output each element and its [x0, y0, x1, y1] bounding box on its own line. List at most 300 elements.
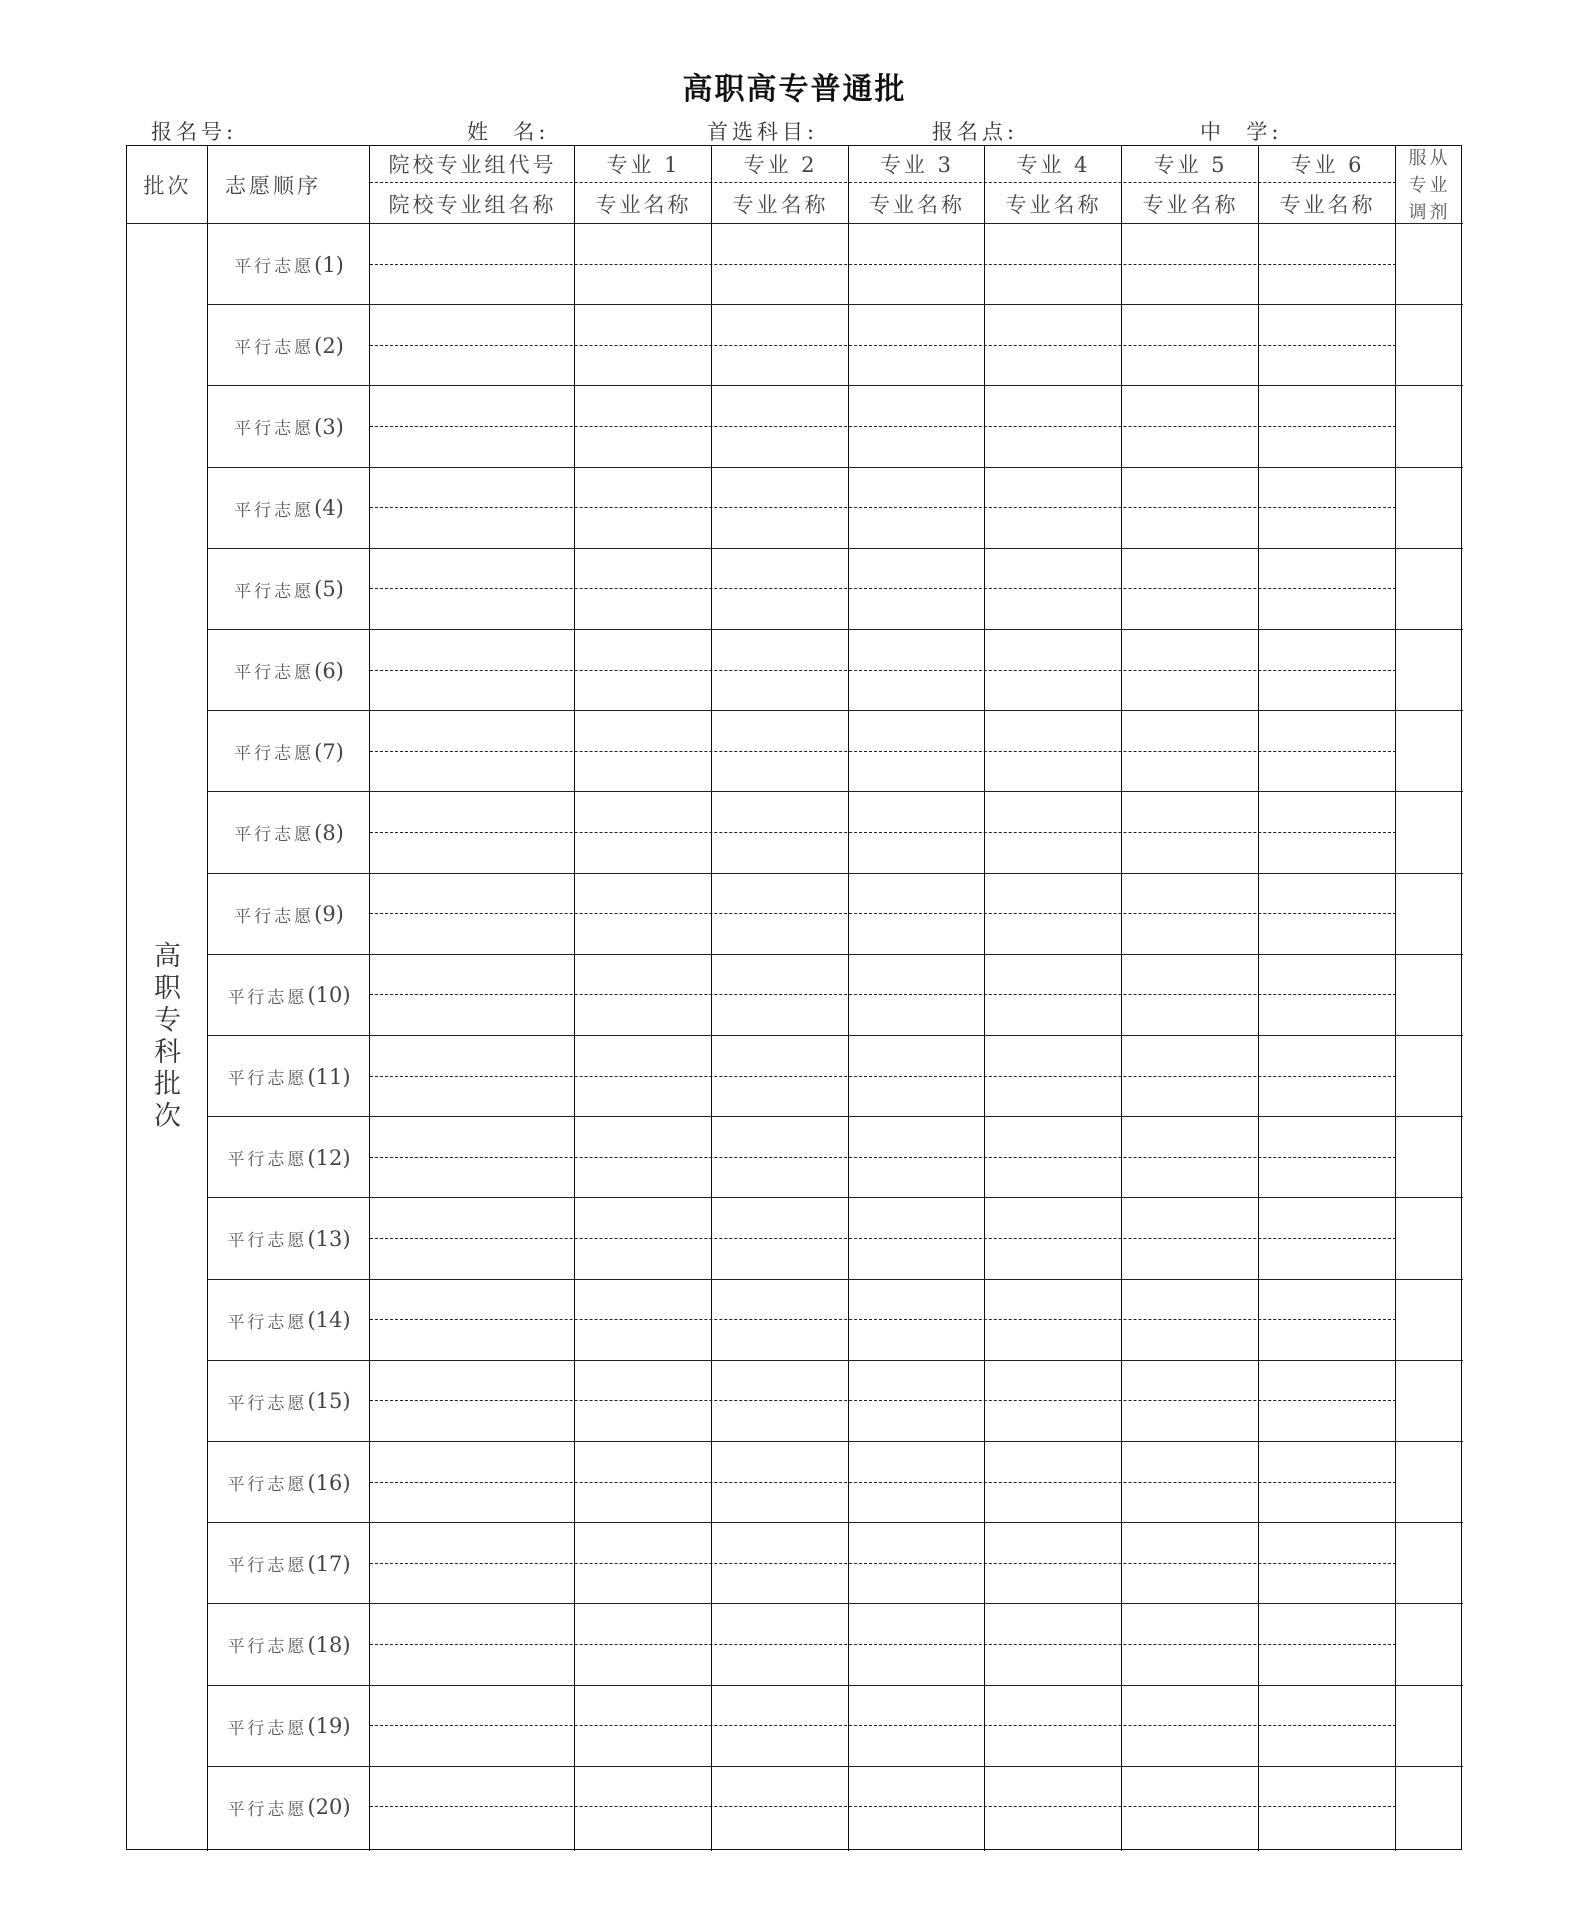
major-code-field[interactable] — [575, 1604, 712, 1645]
group-name-field[interactable] — [370, 1401, 575, 1442]
major-name-field[interactable] — [985, 1645, 1122, 1686]
group-name-field[interactable] — [370, 833, 575, 874]
major-code-field[interactable] — [712, 1036, 849, 1077]
major-name-field[interactable] — [849, 265, 985, 306]
major-code-field[interactable] — [1122, 1361, 1259, 1402]
major-code-field[interactable] — [849, 1523, 985, 1564]
major-name-field[interactable] — [575, 346, 712, 387]
group-code-field[interactable] — [370, 1036, 575, 1077]
major-name-field[interactable] — [1259, 995, 1396, 1036]
group-code-field[interactable] — [370, 1117, 575, 1158]
group-code-field[interactable] — [370, 549, 575, 590]
major-code-field[interactable] — [575, 386, 712, 427]
major-name-field[interactable] — [849, 1239, 985, 1280]
major-name-field[interactable] — [712, 1564, 849, 1605]
major-name-field[interactable] — [1259, 1158, 1396, 1199]
major-name-field[interactable] — [1122, 508, 1259, 549]
major-code-field[interactable] — [985, 711, 1122, 752]
major-name-field[interactable] — [1259, 1320, 1396, 1361]
major-name-field[interactable] — [575, 265, 712, 306]
major-code-field[interactable] — [849, 1361, 985, 1402]
major-name-field[interactable] — [712, 752, 849, 793]
major-name-field[interactable] — [575, 1320, 712, 1361]
major-code-field[interactable] — [1259, 1361, 1396, 1402]
major-code-field[interactable] — [1122, 1767, 1259, 1808]
major-name-field[interactable] — [849, 589, 985, 630]
major-code-field[interactable] — [575, 1767, 712, 1808]
major-name-field[interactable] — [575, 1077, 712, 1118]
major-code-field[interactable] — [985, 468, 1122, 509]
accept-adjustment-field[interactable] — [1396, 1117, 1463, 1198]
major-name-field[interactable] — [1122, 1645, 1259, 1686]
group-code-field[interactable] — [370, 1442, 575, 1483]
major-name-field[interactable] — [712, 1239, 849, 1280]
group-name-field[interactable] — [370, 995, 575, 1036]
major-code-field[interactable] — [1259, 1523, 1396, 1564]
group-name-field[interactable] — [370, 752, 575, 793]
major-code-field[interactable] — [1122, 386, 1259, 427]
group-code-field[interactable] — [370, 1361, 575, 1402]
major-name-field[interactable] — [1122, 1483, 1259, 1524]
major-code-field[interactable] — [985, 224, 1122, 265]
major-code-field[interactable] — [575, 1117, 712, 1158]
group-code-field[interactable] — [370, 1198, 575, 1239]
major-code-field[interactable] — [985, 1523, 1122, 1564]
major-code-field[interactable] — [1122, 1442, 1259, 1483]
major-code-field[interactable] — [575, 792, 712, 833]
major-name-field[interactable] — [1259, 1077, 1396, 1118]
major-name-field[interactable] — [575, 995, 712, 1036]
major-name-field[interactable] — [1122, 1239, 1259, 1280]
major-code-field[interactable] — [849, 549, 985, 590]
major-name-field[interactable] — [712, 1483, 849, 1524]
accept-adjustment-field[interactable] — [1396, 1442, 1463, 1523]
major-name-field[interactable] — [1259, 427, 1396, 468]
major-name-field[interactable] — [985, 995, 1122, 1036]
group-name-field[interactable] — [370, 1483, 575, 1524]
group-name-field[interactable] — [370, 1077, 575, 1118]
major-code-field[interactable] — [985, 1442, 1122, 1483]
major-name-field[interactable] — [985, 1726, 1122, 1767]
major-name-field[interactable] — [1259, 914, 1396, 955]
accept-adjustment-field[interactable] — [1396, 1280, 1463, 1361]
group-code-field[interactable] — [370, 792, 575, 833]
major-name-field[interactable] — [849, 1564, 985, 1605]
major-code-field[interactable] — [1259, 1280, 1396, 1321]
group-code-field[interactable] — [370, 955, 575, 996]
major-name-field[interactable] — [849, 914, 985, 955]
major-name-field[interactable] — [849, 1158, 985, 1199]
group-code-field[interactable] — [370, 874, 575, 915]
major-name-field[interactable] — [575, 1807, 712, 1848]
accept-adjustment-field[interactable] — [1396, 1036, 1463, 1117]
major-name-field[interactable] — [1122, 1807, 1259, 1848]
group-name-field[interactable] — [370, 1726, 575, 1767]
group-code-field[interactable] — [370, 305, 575, 346]
major-name-field[interactable] — [712, 833, 849, 874]
major-code-field[interactable] — [985, 1198, 1122, 1239]
group-name-field[interactable] — [370, 1239, 575, 1280]
major-code-field[interactable] — [712, 1117, 849, 1158]
major-code-field[interactable] — [849, 955, 985, 996]
major-name-field[interactable] — [1259, 833, 1396, 874]
major-name-field[interactable] — [712, 1077, 849, 1118]
major-name-field[interactable] — [849, 671, 985, 712]
major-name-field[interactable] — [985, 427, 1122, 468]
major-code-field[interactable] — [1259, 792, 1396, 833]
major-code-field[interactable] — [575, 1442, 712, 1483]
major-name-field[interactable] — [985, 752, 1122, 793]
major-name-field[interactable] — [1122, 589, 1259, 630]
major-name-field[interactable] — [985, 914, 1122, 955]
major-code-field[interactable] — [849, 1198, 985, 1239]
major-name-field[interactable] — [712, 1726, 849, 1767]
group-code-field[interactable] — [370, 1686, 575, 1727]
major-code-field[interactable] — [712, 955, 849, 996]
accept-adjustment-field[interactable] — [1396, 1604, 1463, 1685]
major-name-field[interactable] — [575, 752, 712, 793]
major-name-field[interactable] — [1122, 995, 1259, 1036]
major-code-field[interactable] — [849, 224, 985, 265]
major-name-field[interactable] — [575, 671, 712, 712]
major-code-field[interactable] — [1259, 305, 1396, 346]
major-name-field[interactable] — [575, 1158, 712, 1199]
major-code-field[interactable] — [1122, 955, 1259, 996]
major-code-field[interactable] — [985, 1117, 1122, 1158]
major-name-field[interactable] — [712, 995, 849, 1036]
major-name-field[interactable] — [712, 671, 849, 712]
major-name-field[interactable] — [1259, 671, 1396, 712]
major-code-field[interactable] — [1259, 468, 1396, 509]
major-code-field[interactable] — [849, 711, 985, 752]
major-code-field[interactable] — [985, 549, 1122, 590]
major-name-field[interactable] — [1122, 914, 1259, 955]
major-name-field[interactable] — [712, 1807, 849, 1848]
major-code-field[interactable] — [1259, 549, 1396, 590]
major-name-field[interactable] — [849, 508, 985, 549]
major-name-field[interactable] — [849, 427, 985, 468]
major-name-field[interactable] — [1259, 346, 1396, 387]
major-code-field[interactable] — [849, 1442, 985, 1483]
major-code-field[interactable] — [849, 1686, 985, 1727]
major-name-field[interactable] — [849, 1077, 985, 1118]
major-name-field[interactable] — [985, 1239, 1122, 1280]
major-code-field[interactable] — [985, 955, 1122, 996]
major-name-field[interactable] — [1122, 752, 1259, 793]
group-code-field[interactable] — [370, 1523, 575, 1564]
major-code-field[interactable] — [575, 1523, 712, 1564]
major-code-field[interactable] — [1259, 1604, 1396, 1645]
accept-adjustment-field[interactable] — [1396, 1361, 1463, 1442]
major-name-field[interactable] — [1122, 1401, 1259, 1442]
major-code-field[interactable] — [712, 1523, 849, 1564]
major-name-field[interactable] — [849, 995, 985, 1036]
group-name-field[interactable] — [370, 427, 575, 468]
accept-adjustment-field[interactable] — [1396, 630, 1463, 711]
major-name-field[interactable] — [985, 1401, 1122, 1442]
major-code-field[interactable] — [849, 1036, 985, 1077]
accept-adjustment-field[interactable] — [1396, 1767, 1463, 1848]
major-name-field[interactable] — [1259, 752, 1396, 793]
major-code-field[interactable] — [1122, 1280, 1259, 1321]
major-name-field[interactable] — [712, 1320, 849, 1361]
major-name-field[interactable] — [1259, 1239, 1396, 1280]
major-name-field[interactable] — [712, 914, 849, 955]
major-name-field[interactable] — [712, 589, 849, 630]
accept-adjustment-field[interactable] — [1396, 1523, 1463, 1604]
major-code-field[interactable] — [1122, 1198, 1259, 1239]
major-name-field[interactable] — [575, 833, 712, 874]
major-name-field[interactable] — [985, 1077, 1122, 1118]
group-code-field[interactable] — [370, 630, 575, 671]
major-name-field[interactable] — [985, 265, 1122, 306]
major-code-field[interactable] — [1122, 224, 1259, 265]
major-code-field[interactable] — [1122, 711, 1259, 752]
major-name-field[interactable] — [985, 833, 1122, 874]
major-code-field[interactable] — [575, 468, 712, 509]
accept-adjustment-field[interactable] — [1396, 955, 1463, 1036]
major-code-field[interactable] — [1122, 792, 1259, 833]
major-name-field[interactable] — [1259, 589, 1396, 630]
major-name-field[interactable] — [1259, 265, 1396, 306]
major-code-field[interactable] — [985, 1767, 1122, 1808]
major-name-field[interactable] — [712, 1401, 849, 1442]
group-code-field[interactable] — [370, 224, 575, 265]
major-name-field[interactable] — [1122, 833, 1259, 874]
group-name-field[interactable] — [370, 346, 575, 387]
major-name-field[interactable] — [1259, 1483, 1396, 1524]
major-code-field[interactable] — [712, 1198, 849, 1239]
major-code-field[interactable] — [712, 468, 849, 509]
major-code-field[interactable] — [1122, 630, 1259, 671]
major-code-field[interactable] — [849, 1117, 985, 1158]
group-code-field[interactable] — [370, 1604, 575, 1645]
major-name-field[interactable] — [575, 1483, 712, 1524]
accept-adjustment-field[interactable] — [1396, 386, 1463, 467]
major-name-field[interactable] — [712, 1645, 849, 1686]
major-code-field[interactable] — [849, 1767, 985, 1808]
major-name-field[interactable] — [712, 1158, 849, 1199]
accept-adjustment-field[interactable] — [1396, 224, 1463, 305]
major-name-field[interactable] — [575, 1645, 712, 1686]
major-name-field[interactable] — [575, 427, 712, 468]
major-name-field[interactable] — [1259, 1726, 1396, 1767]
major-name-field[interactable] — [849, 1645, 985, 1686]
major-name-field[interactable] — [1259, 1401, 1396, 1442]
major-code-field[interactable] — [712, 549, 849, 590]
major-name-field[interactable] — [712, 346, 849, 387]
major-code-field[interactable] — [712, 792, 849, 833]
group-name-field[interactable] — [370, 1320, 575, 1361]
major-name-field[interactable] — [849, 1726, 985, 1767]
group-name-field[interactable] — [370, 914, 575, 955]
major-name-field[interactable] — [1122, 346, 1259, 387]
major-code-field[interactable] — [712, 305, 849, 346]
major-code-field[interactable] — [985, 1686, 1122, 1727]
major-name-field[interactable] — [1122, 1564, 1259, 1605]
major-code-field[interactable] — [849, 468, 985, 509]
accept-adjustment-field[interactable] — [1396, 549, 1463, 630]
major-code-field[interactable] — [712, 1604, 849, 1645]
major-name-field[interactable] — [985, 508, 1122, 549]
major-name-field[interactable] — [985, 1564, 1122, 1605]
major-code-field[interactable] — [575, 630, 712, 671]
group-code-field[interactable] — [370, 1280, 575, 1321]
accept-adjustment-field[interactable] — [1396, 1198, 1463, 1279]
major-code-field[interactable] — [985, 792, 1122, 833]
major-code-field[interactable] — [1259, 874, 1396, 915]
major-code-field[interactable] — [1122, 1523, 1259, 1564]
major-name-field[interactable] — [1122, 671, 1259, 712]
group-code-field[interactable] — [370, 386, 575, 427]
major-code-field[interactable] — [575, 874, 712, 915]
major-code-field[interactable] — [849, 1280, 985, 1321]
accept-adjustment-field[interactable] — [1396, 792, 1463, 873]
group-name-field[interactable] — [370, 1807, 575, 1848]
major-code-field[interactable] — [849, 305, 985, 346]
major-name-field[interactable] — [1259, 508, 1396, 549]
major-code-field[interactable] — [575, 1686, 712, 1727]
accept-adjustment-field[interactable] — [1396, 305, 1463, 386]
major-code-field[interactable] — [712, 630, 849, 671]
group-name-field[interactable] — [370, 1645, 575, 1686]
major-code-field[interactable] — [575, 1036, 712, 1077]
major-code-field[interactable] — [1259, 630, 1396, 671]
major-code-field[interactable] — [575, 1198, 712, 1239]
major-code-field[interactable] — [712, 1686, 849, 1727]
group-name-field[interactable] — [370, 589, 575, 630]
major-code-field[interactable] — [1122, 549, 1259, 590]
major-code-field[interactable] — [712, 224, 849, 265]
major-code-field[interactable] — [1122, 874, 1259, 915]
major-name-field[interactable] — [1259, 1645, 1396, 1686]
major-name-field[interactable] — [712, 508, 849, 549]
major-code-field[interactable] — [1259, 224, 1396, 265]
major-code-field[interactable] — [1122, 468, 1259, 509]
major-code-field[interactable] — [849, 630, 985, 671]
major-code-field[interactable] — [712, 874, 849, 915]
major-name-field[interactable] — [575, 1401, 712, 1442]
major-code-field[interactable] — [1259, 955, 1396, 996]
major-name-field[interactable] — [575, 589, 712, 630]
major-name-field[interactable] — [1259, 1564, 1396, 1605]
major-code-field[interactable] — [1259, 1198, 1396, 1239]
group-name-field[interactable] — [370, 508, 575, 549]
major-code-field[interactable] — [712, 711, 849, 752]
major-code-field[interactable] — [985, 1604, 1122, 1645]
major-code-field[interactable] — [1259, 1117, 1396, 1158]
major-code-field[interactable] — [985, 1036, 1122, 1077]
major-name-field[interactable] — [849, 346, 985, 387]
major-code-field[interactable] — [1259, 711, 1396, 752]
major-name-field[interactable] — [1259, 1807, 1396, 1848]
major-code-field[interactable] — [1122, 1604, 1259, 1645]
major-code-field[interactable] — [985, 630, 1122, 671]
group-name-field[interactable] — [370, 1564, 575, 1605]
major-name-field[interactable] — [575, 914, 712, 955]
major-code-field[interactable] — [575, 549, 712, 590]
major-code-field[interactable] — [1259, 386, 1396, 427]
major-code-field[interactable] — [712, 386, 849, 427]
group-code-field[interactable] — [370, 1767, 575, 1808]
major-name-field[interactable] — [985, 1158, 1122, 1199]
major-code-field[interactable] — [1259, 1442, 1396, 1483]
major-code-field[interactable] — [712, 1361, 849, 1402]
major-name-field[interactable] — [985, 1807, 1122, 1848]
major-name-field[interactable] — [985, 589, 1122, 630]
major-code-field[interactable] — [1122, 1686, 1259, 1727]
group-name-field[interactable] — [370, 671, 575, 712]
major-name-field[interactable] — [985, 1483, 1122, 1524]
major-code-field[interactable] — [575, 955, 712, 996]
major-code-field[interactable] — [575, 1280, 712, 1321]
major-name-field[interactable] — [849, 833, 985, 874]
accept-adjustment-field[interactable] — [1396, 468, 1463, 549]
major-code-field[interactable] — [985, 874, 1122, 915]
major-code-field[interactable] — [985, 1361, 1122, 1402]
major-name-field[interactable] — [1122, 1158, 1259, 1199]
major-code-field[interactable] — [1122, 1117, 1259, 1158]
major-name-field[interactable] — [575, 1239, 712, 1280]
major-name-field[interactable] — [849, 1483, 985, 1524]
major-name-field[interactable] — [712, 427, 849, 468]
accept-adjustment-field[interactable] — [1396, 874, 1463, 955]
major-name-field[interactable] — [575, 1726, 712, 1767]
major-name-field[interactable] — [985, 671, 1122, 712]
major-name-field[interactable] — [849, 1401, 985, 1442]
major-name-field[interactable] — [712, 265, 849, 306]
major-code-field[interactable] — [849, 1604, 985, 1645]
major-name-field[interactable] — [1122, 1077, 1259, 1118]
major-code-field[interactable] — [849, 874, 985, 915]
major-code-field[interactable] — [712, 1767, 849, 1808]
major-code-field[interactable] — [1259, 1767, 1396, 1808]
major-name-field[interactable] — [985, 346, 1122, 387]
major-code-field[interactable] — [1259, 1036, 1396, 1077]
major-name-field[interactable] — [1122, 1320, 1259, 1361]
major-name-field[interactable] — [985, 1320, 1122, 1361]
major-code-field[interactable] — [712, 1280, 849, 1321]
group-code-field[interactable] — [370, 711, 575, 752]
major-name-field[interactable] — [575, 1564, 712, 1605]
major-name-field[interactable] — [575, 508, 712, 549]
group-code-field[interactable] — [370, 468, 575, 509]
major-code-field[interactable] — [849, 792, 985, 833]
major-code-field[interactable] — [1122, 1036, 1259, 1077]
major-code-field[interactable] — [712, 1442, 849, 1483]
major-name-field[interactable] — [1122, 265, 1259, 306]
major-name-field[interactable] — [849, 752, 985, 793]
major-code-field[interactable] — [849, 386, 985, 427]
group-name-field[interactable] — [370, 1158, 575, 1199]
major-code-field[interactable] — [985, 1280, 1122, 1321]
accept-adjustment-field[interactable] — [1396, 1686, 1463, 1767]
major-code-field[interactable] — [575, 224, 712, 265]
major-code-field[interactable] — [1122, 305, 1259, 346]
major-code-field[interactable] — [575, 711, 712, 752]
major-code-field[interactable] — [1259, 1686, 1396, 1727]
major-code-field[interactable] — [575, 305, 712, 346]
major-code-field[interactable] — [985, 305, 1122, 346]
major-name-field[interactable] — [1122, 1726, 1259, 1767]
accept-adjustment-field[interactable] — [1396, 711, 1463, 792]
major-name-field[interactable] — [1122, 427, 1259, 468]
major-name-field[interactable] — [849, 1320, 985, 1361]
major-code-field[interactable] — [985, 386, 1122, 427]
major-name-field[interactable] — [849, 1807, 985, 1848]
group-name-field[interactable] — [370, 265, 575, 306]
major-code-field[interactable] — [575, 1361, 712, 1402]
